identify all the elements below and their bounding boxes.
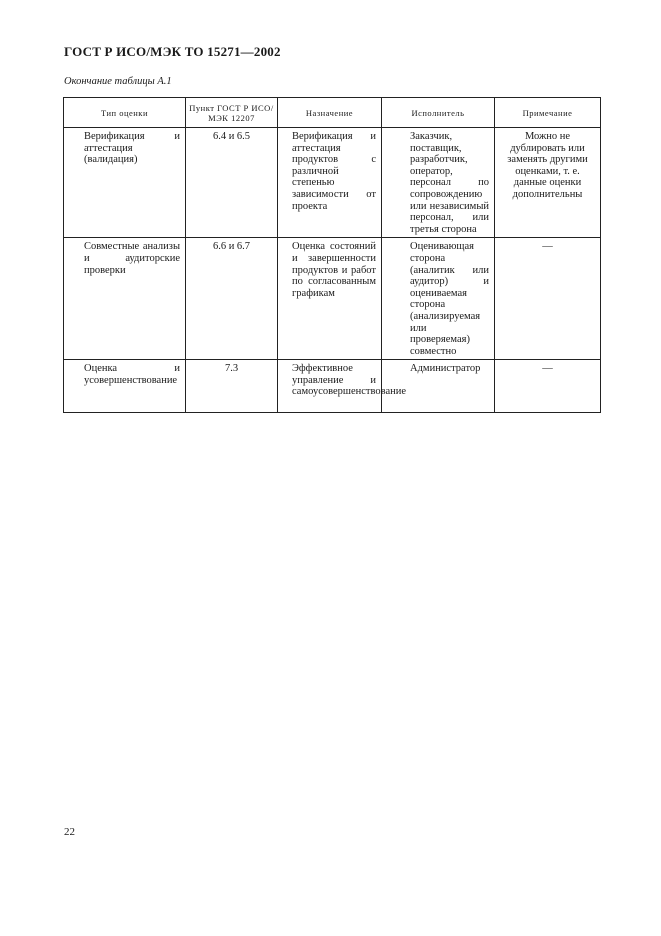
table-row [64, 238, 601, 360]
table-row [64, 360, 601, 413]
cell-purpose: Оценка состояний и завершенности продуктов и работ по согласованным графикам [278, 238, 382, 360]
header-note: Примечание [495, 98, 601, 128]
cell-clause: 6.4 и 6.5 [186, 128, 278, 238]
cell-note: — [495, 238, 601, 360]
header-clause: Пункт ГОСТ Р ИСО/МЭК 12207 [186, 98, 278, 128]
cell-note: Можно не дублировать или заменять другими оценками, т. е. данные оценки дополнительны [495, 128, 601, 238]
cell-clause: 6.6 и 6.7 [186, 238, 278, 360]
cell-performer: Заказчик, поставщик, разработчик, оператор, персонал по сопровождению или независимый персонал, или третья сторона [382, 128, 495, 238]
cell-clause: 7.3 [186, 360, 278, 413]
header-purpose: Назначение [278, 98, 382, 128]
header-type: Тип оценки [64, 98, 186, 128]
table-header-row [64, 98, 601, 128]
document-header-title: ГОСТ Р ИСО/МЭК ТО 15271—2002 [64, 44, 281, 59]
assessment-types-table [63, 97, 601, 413]
page-number: 22 [64, 826, 75, 838]
cell-type: Совместные анализы и аудиторские проверки [64, 238, 186, 360]
cell-performer: Оценивающая сторона (аналитик или аудитор) и оцениваемая сторона (анализируемая или проверяемая) совместно [382, 238, 495, 360]
header-performer: Исполнитель [382, 98, 495, 128]
table-caption: Окончание таблицы А.1 [64, 76, 172, 87]
cell-type: Верификация и аттестация (валидация) [64, 128, 186, 238]
table-row [64, 128, 601, 238]
cell-purpose: Верификация и аттестация продуктов с различной степенью зависимости от проекта [278, 128, 382, 238]
cell-note: — [495, 360, 601, 413]
cell-performer: Администратор [382, 360, 495, 413]
cell-purpose: Эффективное управление и самоусовершенствование [278, 360, 382, 413]
cell-type: Оценка и усовершенствование [64, 360, 186, 413]
